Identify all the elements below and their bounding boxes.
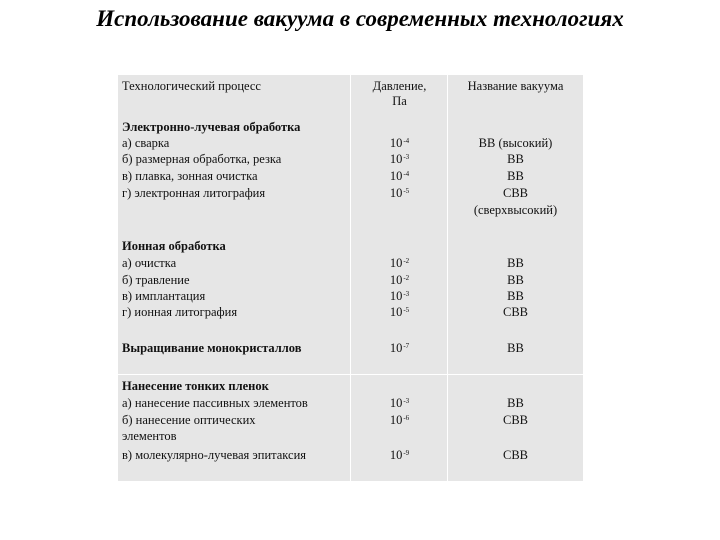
vacuum-cell: ВВ (высокий) bbox=[478, 136, 553, 150]
process-cell: в) молекулярно-лучевая эпитаксия bbox=[122, 448, 307, 462]
pressure-cell: $10^{-2}$ bbox=[389, 256, 410, 270]
process-cell: в) имплантация bbox=[122, 289, 206, 303]
vacuum-cell: ВВ bbox=[507, 396, 524, 410]
pressure-cell: $10^{-3}$ bbox=[389, 289, 410, 303]
pressure-cell: $10^{-7}$ bbox=[389, 341, 410, 355]
vacuum-cell: СВВ bbox=[502, 413, 528, 427]
vacuum-cell: СВВ bbox=[502, 186, 528, 200]
group-title: Нанесение тонких пленок bbox=[122, 379, 269, 393]
vacuum-cell: СВВ bbox=[502, 448, 528, 462]
header-process: Технологический процесс bbox=[122, 79, 261, 93]
vacuum-cell: ВВ bbox=[507, 256, 524, 270]
pressure-cell: $10^{-3}$ bbox=[389, 152, 410, 166]
group-title: Выращивание монокристаллов bbox=[122, 341, 302, 355]
slide-title: Использование вакуума в современных технологиях bbox=[96, 6, 624, 31]
process-cell: б) размерная обработка, резка bbox=[122, 152, 282, 166]
group-title: Электронно-лучевая обработка bbox=[122, 120, 301, 134]
vacuum-cell: ВВ bbox=[507, 341, 524, 355]
pressure-cell: $10^{-4}$ bbox=[389, 136, 410, 150]
pressure-cell: $10^{-3}$ bbox=[389, 396, 410, 410]
vacuum-cell: ВВ bbox=[507, 169, 524, 183]
process-cell: в) плавка, зонная очистка bbox=[122, 169, 258, 183]
pressure-cell: $10^{-5}$ bbox=[389, 186, 410, 200]
pressure-cell: $10^{-9}$ bbox=[389, 448, 410, 462]
process-cell: г) электронная литография bbox=[122, 186, 266, 200]
process-cell: г) ионная литография bbox=[122, 305, 238, 319]
row-divider bbox=[118, 374, 583, 375]
header-pressure: Давление, bbox=[372, 79, 427, 93]
vacuum-cell-extra: (сверхвысокий) bbox=[473, 203, 558, 217]
process-cell: а) очистка bbox=[122, 256, 177, 270]
vacuum-cell: ВВ bbox=[507, 152, 524, 166]
pressure-cell: $10^{-6}$ bbox=[389, 413, 410, 427]
process-cell: а) нанесение пассивных элементов bbox=[122, 396, 308, 410]
process-cell-continued: элементов bbox=[122, 429, 177, 443]
header-vacuum: Название вакуума bbox=[467, 79, 564, 93]
vacuum-cell: ВВ bbox=[507, 273, 524, 287]
process-cell: б) травление bbox=[122, 273, 190, 287]
pressure-cell: $10^{-2}$ bbox=[389, 273, 410, 287]
process-cell: а) сварка bbox=[122, 136, 170, 150]
pressure-cell: $10^{-5}$ bbox=[389, 305, 410, 319]
vacuum-cell: ВВ bbox=[507, 289, 524, 303]
process-cell: б) нанесение оптических bbox=[122, 413, 256, 427]
header-pressure-unit: Па bbox=[392, 94, 407, 108]
pressure-cell: $10^{-4}$ bbox=[389, 169, 410, 183]
group-title: Ионная обработка bbox=[122, 239, 226, 253]
vacuum-cell: СВВ bbox=[502, 305, 528, 319]
vacuum-technology-table bbox=[118, 75, 583, 481]
